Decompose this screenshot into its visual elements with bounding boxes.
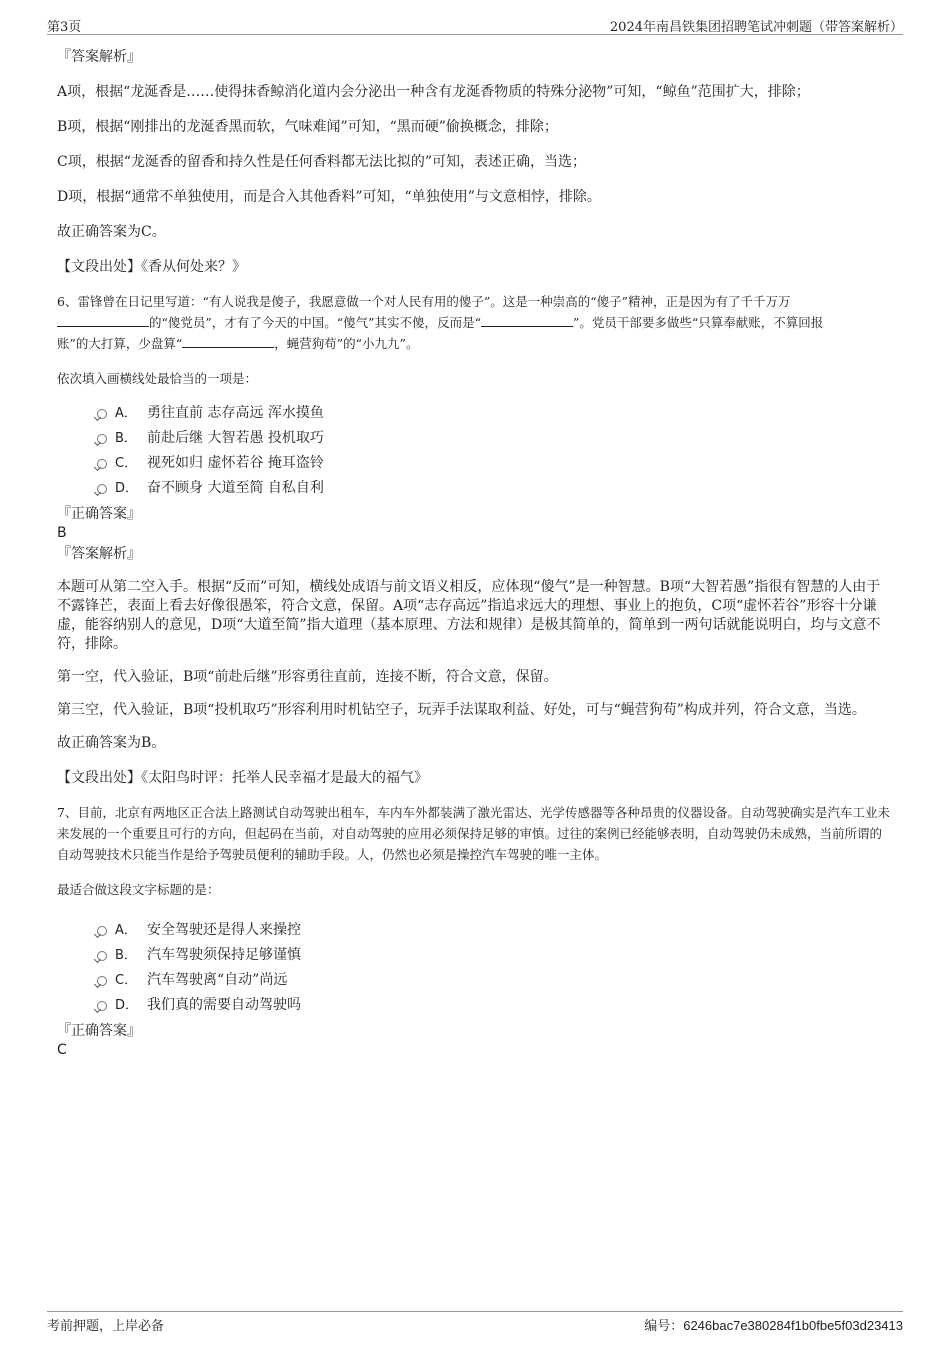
q6-answer-label: 『正确答案』 xyxy=(57,506,141,522)
q7-options xyxy=(57,918,893,1018)
page-content xyxy=(57,44,893,1060)
blank-3 xyxy=(182,335,274,348)
q7-option-c[interactable]: C． 汽车驾驶离“自动”尚远 xyxy=(57,968,893,993)
q6-analysis-third-blank: 第三空，代入验证，B项“投机取巧”形容利用时机钻空子，玩弄手法谋取利益、好处，可与“蝇营狗苟”构成并列，符合文意，当选。 xyxy=(57,702,866,718)
q5-analysis-c: C项，根据“龙涎香的留香和持久性是任何香料都无法比拟的”可知，表述正确，当选； xyxy=(57,154,587,170)
q6-option-b[interactable]: B． 前赴后继 大智若愚 投机取巧 xyxy=(57,426,893,451)
blank-1 xyxy=(57,314,149,327)
page-footer xyxy=(47,1311,903,1334)
q6-analysis-first-blank: 第一空，代入验证，B项“前赴后继”形容勇往直前，连接不断，符合文意，保留。 xyxy=(57,669,558,685)
q7-answer-label: 『正确答案』 xyxy=(57,1023,141,1039)
radio-icon[interactable] xyxy=(97,434,107,444)
radio-icon[interactable] xyxy=(97,1001,107,1011)
q6-option-d[interactable]: D． 奋不顾身 大道至简 自私自利 xyxy=(57,476,893,501)
radio-icon[interactable] xyxy=(97,951,107,961)
document-title: 2024年南昌铁集团招聘笔试冲刺题（带答案解析） xyxy=(609,20,903,35)
q5-source: 【文段出处】《香从何处来？》 xyxy=(57,259,246,275)
radio-icon[interactable] xyxy=(97,926,107,936)
q7-stem: 7、目前，北京有两地区正合法上路测试自动驾驶出租车，车内车外都装满了激光雷达、光学传感器等各种昂贵的仪器设备。自动驾驶确实是汽车工业未来发展的一个重要且可行的方向，但起码在当前，对自动驾驶的应用必须保持足够的审慎。过往的案例已经能够表明，自动驾驶仍未成熟，当前所谓的自动驾驶技术只能当作是给予驾驶员便利的辅助手段。人，仍然也必须是操控汽车驾驶的唯一主体。 xyxy=(57,805,890,862)
radio-icon[interactable] xyxy=(97,976,107,986)
q7-prompt: 最适合做这段文字标题的是： xyxy=(57,882,220,897)
q6-option-a[interactable]: A． 勇往直前 志存高远 浑水摸鱼 xyxy=(57,401,893,426)
q5-analysis-a: A项，根据“龙涎香是……使得抹香鲸消化道内会分泌出一种含有龙涎香物质的特殊分泌物”可知，“鲸鱼”范围扩大，排除； xyxy=(57,84,810,100)
q6-options xyxy=(57,401,893,501)
q6-answer: B xyxy=(57,525,67,541)
q5-analysis-label: 『答案解析』 xyxy=(57,49,141,65)
q6-analysis-label: 『答案解析』 xyxy=(57,546,141,562)
footer-slogan: 考前押题，上岸必备 xyxy=(47,1319,165,1334)
q6-conclusion: 故正确答案为B。 xyxy=(57,735,166,751)
blank-2 xyxy=(481,314,573,327)
q6-prompt: 依次填入画横线处最恰当的一项是： xyxy=(57,371,258,386)
page-header xyxy=(47,14,903,35)
q5-analysis-d: D项，根据“通常不单独使用，而是合入其他香料”可知，“单独使用”与文意相悖，排除。 xyxy=(57,189,601,205)
q7-option-d[interactable]: D． 我们真的需要自动驾驶吗 xyxy=(57,993,893,1018)
q7-option-b[interactable]: B． 汽车驾驶须保持足够谨慎 xyxy=(57,943,893,968)
q6-source: 【文段出处】《太阳鸟时评：托举人民幸福才是最大的福气》 xyxy=(57,770,428,786)
document-code: 编号：6246bac7e380284f1b0fbe5f03d23413 xyxy=(644,1318,903,1334)
q7-answer: C xyxy=(57,1042,67,1058)
radio-icon[interactable] xyxy=(97,409,107,419)
q6-stem: 6、雷锋曾在日记里写道：“有人说我是傻子，我愿意做一个对人民有用的傻子”。这是一种崇高的“傻子”精神，正是因为有了千千万万 的“傻党员”，才有了今天的中国。“傻气”其实不傻，反而是“ ”。党员干部要多做些“只算奉献账，不算回报 账”的大打算，少盘算“ ，蝇营狗苟”的“小九九”。 xyxy=(57,294,824,351)
q5-conclusion: 故正确答案为C。 xyxy=(57,224,166,240)
page-number: 第3页 xyxy=(47,20,82,35)
q5-analysis-b: B项，根据“刚排出的龙涎香黑而软，气味难闻”可知，“黑而硬”偷换概念，排除； xyxy=(57,119,558,135)
q6-analysis-main: 本题可从第二空入手。根据“反而”可知，横线处成语与前文语义相反，应体现“傻气”是一种智慧。B项“大智若愚”指很有智慧的人由于不露锋芒，表面上看去好像很愚笨，符合文意，保留。A项“志存高远”指追求远大的理想、事业上的抱负，C项“虚怀若谷”形容十分谦虚，能容纳别人的意见，D项“大道至简”指大道理（基本原理、方法和规律）是极其简单的，简单到一两句话就能说明白，均与文意不符，排除。 xyxy=(57,579,881,652)
q7-option-a[interactable]: A． 安全驾驶还是得人来操控 xyxy=(57,918,893,943)
radio-icon[interactable] xyxy=(97,484,107,494)
radio-icon[interactable] xyxy=(97,459,107,469)
q6-option-c[interactable]: C． 视死如归 虚怀若谷 掩耳盗铃 xyxy=(57,451,893,476)
